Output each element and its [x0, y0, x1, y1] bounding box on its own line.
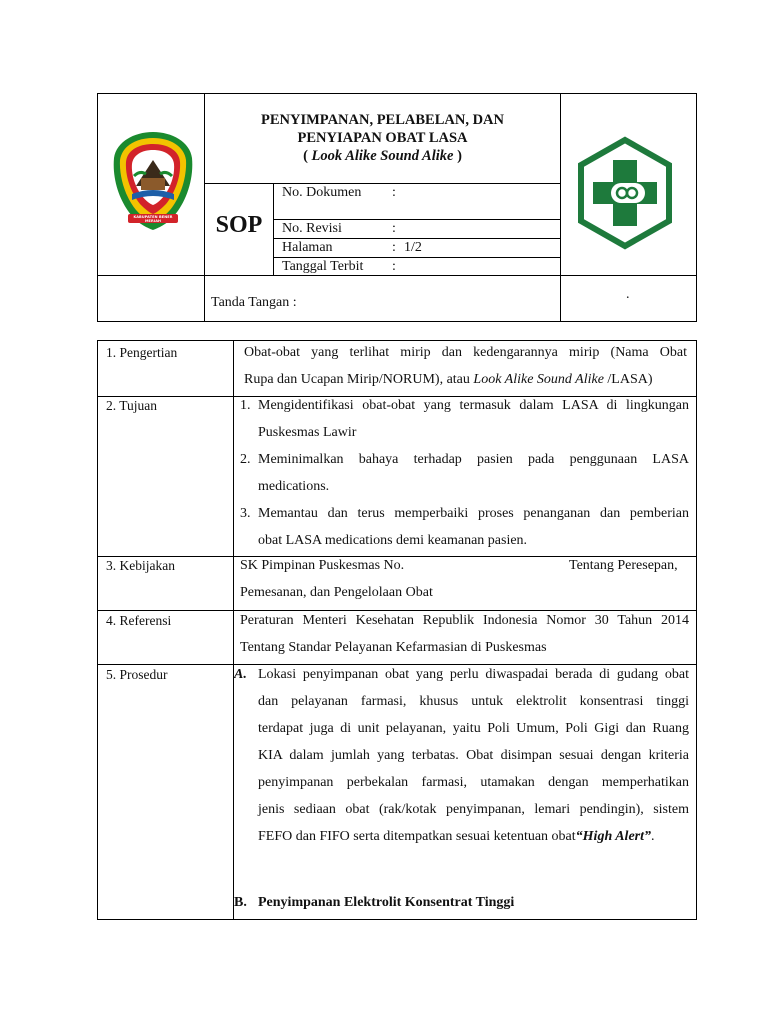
referensi-line-2: Tentang Standar Pelayanan Kefarmasian di Puskesmas — [240, 640, 547, 655]
title-line-1: PENYIMPANAN, PELABELAN, DAN — [260, 112, 504, 128]
pengertian-line-2: Rupa dan Ucapan Mirip/NORUM), atau Look Alike Sound Alike /LASA) — [244, 372, 653, 387]
section-label-pengertian: 1. Pengertian — [106, 345, 178, 360]
field-label-dokumen: No. Dokumen — [282, 185, 362, 200]
prosedur-a-line: Lokasi penyimpanan obat yang perlu diwaspadai berada di gudang obat — [258, 667, 689, 682]
prosedur-a-line: penyimpanan perbekalan farmasi, utamakan dengan memperhatikan — [258, 775, 689, 790]
signature-dot: . — [626, 287, 630, 302]
field-colon: : — [392, 240, 396, 255]
puskesmas-cross-icon — [574, 136, 676, 250]
puskesmas-logo — [574, 136, 676, 250]
title-line-3: ( Look Alike Sound Alike ) — [303, 148, 462, 164]
tujuan-item-3-line-1: Memantau dan terus memperbaiki proses penanganan dan pemberian — [258, 506, 689, 521]
prosedur-a-last-line: FEFO dan FIFO serta ditempatkan sesuai ketentuan obat“High Alert”. — [258, 829, 655, 844]
section-label-kebijakan: 3. Kebijakan — [106, 558, 175, 573]
header-divider — [273, 257, 560, 258]
header-divider — [273, 183, 274, 275]
field-label-tanggal: Tanggal Terbit — [282, 259, 364, 274]
section-label-tujuan: 2. Tujuan — [106, 398, 158, 413]
tujuan-item-3-line-2: obat LASA medications demi keamanan pasien. — [258, 533, 528, 548]
header-divider — [97, 275, 697, 276]
field-colon: : — [392, 185, 396, 200]
header-divider — [273, 238, 560, 239]
kebijakan-line-1-right: Tentang Peresepan, — [569, 558, 678, 573]
pengertian-line-1: Obat-obat yang terlihat mirip dan kedengarannya mirip (Nama Obat — [244, 345, 687, 360]
regency-logo-caption: KABUPATEN BENER MERIAH — [133, 215, 173, 223]
prosedur-marker-a: A. — [234, 667, 247, 682]
kebijakan-line-2: Pemesanan, dan Pengelolaan Obat — [240, 585, 433, 600]
sop-label: SOP — [215, 212, 263, 238]
list-number: 3. — [240, 506, 251, 521]
prosedur-a-line: KIA dalam jumlah yang terbatas. Obat disimpan sesuai dengan kriteria — [258, 748, 689, 763]
list-number: 1. — [240, 398, 251, 413]
prosedur-a-line: jenis sediaan obat (rak/kotak penyimpanan, lemari pendingin), sistem — [258, 802, 689, 817]
title-line-2: PENYIAPAN OBAT LASA — [297, 130, 468, 146]
tujuan-item-1-line-1: Mengidentifikasi obat-obat yang termasuk dalam LASA di lingkungan — [258, 398, 689, 413]
referensi-line-1: Peraturan Menteri Kesehatan Republik Indonesia Nomor 30 Tahun 2014 — [240, 613, 689, 628]
prosedur-marker-b: B. — [234, 895, 247, 910]
field-colon: : — [392, 259, 396, 274]
prosedur-a-line: dan pelayanan farmasi, khusus untuk elektrolit konsentrasi tinggi — [258, 694, 689, 709]
prosedur-a-line: terdapat juga di unit pelayanan, yaitu Poli Umum, Poli Gigi dan Ruang — [258, 721, 689, 736]
field-value-halaman: 1/2 — [404, 240, 422, 255]
title-italic: Look Alike Sound Alike — [311, 148, 454, 164]
header-divider — [273, 219, 560, 220]
kebijakan-line-1-left: SK Pimpinan Puskesmas No. — [240, 558, 405, 573]
section-label-prosedur: 5. Prosedur — [106, 667, 168, 682]
list-number: 2. — [240, 452, 251, 467]
section-label-referensi: 4. Referensi — [106, 613, 172, 628]
pengertian-italic: Look Alike Sound Alike — [473, 372, 604, 387]
field-label-revisi: No. Revisi — [282, 221, 342, 236]
signature-label: Tanda Tangan : — [211, 295, 297, 310]
header-divider — [560, 93, 561, 322]
tujuan-item-2-line-2: medications. — [258, 479, 330, 494]
tujuan-item-1-line-2: Puskesmas Lawir — [258, 425, 357, 440]
high-alert-text: “High Alert” — [575, 829, 651, 844]
document-title — [205, 111, 560, 165]
prosedur-b-title: Penyimpanan Elektrolit Konsentrat Tinggi — [258, 895, 515, 910]
header-divider — [204, 183, 560, 184]
field-colon: : — [392, 221, 396, 236]
field-label-halaman: Halaman — [282, 240, 333, 255]
tujuan-item-2-line-1: Meminimalkan bahaya terhadap pasien pada penggunaan LASA — [258, 452, 689, 467]
table-column-divider — [233, 340, 234, 920]
